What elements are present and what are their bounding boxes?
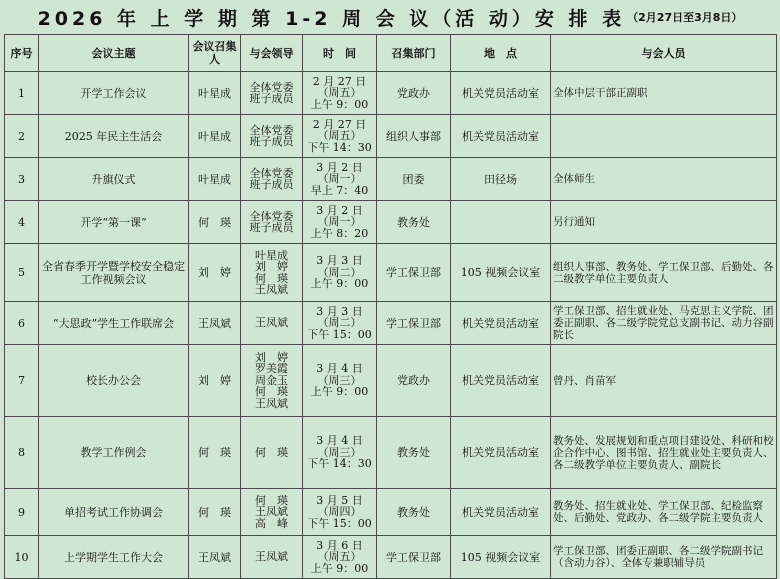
cell-convener: 叶星成 bbox=[189, 72, 241, 115]
cell-dept: 团委 bbox=[377, 158, 451, 201]
cell-leaders-line: 全体党委 bbox=[249, 209, 294, 223]
cell-time-line: 上午 9：00 bbox=[310, 561, 369, 575]
cell-leaders bbox=[241, 536, 303, 579]
cell-leaders-line: 何 瑛 bbox=[255, 445, 288, 459]
table-row bbox=[5, 417, 777, 489]
cell-time bbox=[303, 72, 377, 115]
table-row bbox=[5, 158, 777, 201]
cell-no: 4 bbox=[5, 201, 39, 244]
cell-no: 9 bbox=[5, 489, 39, 536]
cell-leaders bbox=[241, 244, 303, 302]
cell-leaders-line: 班子成员 bbox=[249, 135, 294, 148]
cell-leaders-line: 王凤斌 bbox=[255, 283, 288, 296]
cell-place: 机关党员活动室 bbox=[451, 417, 551, 489]
page-subtitle: （2月27日至3月8日） bbox=[627, 11, 743, 24]
cell-place bbox=[451, 201, 551, 244]
cell-time-line: （周五） bbox=[317, 129, 362, 143]
cell-convener: 叶星成 bbox=[189, 115, 241, 158]
cell-topic: 单招考试工作协调会 bbox=[39, 489, 189, 536]
cell-convener: 刘 婷 bbox=[189, 244, 241, 302]
cell-time bbox=[303, 302, 377, 345]
cell-dept: 学工保卫部 bbox=[377, 302, 451, 345]
cell-time bbox=[303, 417, 377, 489]
page-title: 2026 年 上 学 期 第 1-2 周 会 议（活 动）安 排 表 bbox=[37, 7, 626, 30]
cell-convener: 刘 婷 bbox=[189, 345, 241, 417]
col-header-no: 序号 bbox=[5, 35, 39, 72]
cell-leaders-line: 全体党委 bbox=[249, 166, 294, 180]
cell-leaders-line: 王凤斌 bbox=[255, 505, 288, 519]
cell-leaders bbox=[241, 158, 303, 201]
cell-time-line: 3 月 2 日 bbox=[316, 160, 363, 174]
cell-convener: 何 瑛 bbox=[189, 489, 241, 536]
table-row bbox=[5, 244, 777, 302]
cell-topic: 开学“第一课” bbox=[39, 201, 189, 244]
cell-place: 105 视频会议室 bbox=[451, 244, 551, 302]
cell-attendees: 学工保卫部、招生就业处、马克思主义学院、团委正副职、各二级学院党总支副书记、动力谷副院长 bbox=[551, 302, 777, 345]
cell-dept: 学工保卫部 bbox=[377, 536, 451, 579]
cell-no: 5 bbox=[5, 244, 39, 302]
cell-time-line: 下午 15：00 bbox=[307, 327, 372, 341]
cell-topic: 全省春季开学暨学校安全稳定工作视频会议 bbox=[39, 244, 189, 302]
cell-place: 田径场 bbox=[451, 158, 551, 201]
cell-no: 1 bbox=[5, 72, 39, 115]
cell-time bbox=[303, 201, 377, 244]
cell-attendees bbox=[551, 115, 777, 158]
cell-dept: 学工保卫部 bbox=[377, 244, 451, 302]
cell-place: 105 视频会议室 bbox=[451, 536, 551, 579]
cell-time-line: 上午 9：00 bbox=[310, 385, 369, 399]
table-row bbox=[5, 345, 777, 417]
cell-place: 机关党员活动室 bbox=[451, 345, 551, 417]
cell-time-line: 上午 9：00 bbox=[310, 97, 369, 111]
cell-dept: 党政办 bbox=[377, 72, 451, 115]
cell-time-line: 3 月 2 日 bbox=[316, 203, 363, 217]
cell-attendees: 组织人事部、教务处、学工保卫部、后勤处、各二级教学单位主要负责人 bbox=[551, 244, 777, 302]
cell-leaders-line: 周金玉 bbox=[255, 373, 288, 387]
table-row bbox=[5, 115, 777, 158]
cell-leaders-line: 班子成员 bbox=[249, 92, 294, 105]
cell-leaders-line: 全体党委 bbox=[249, 123, 294, 137]
cell-time-line: 上午 9：00 bbox=[310, 277, 369, 291]
table-row bbox=[5, 72, 777, 115]
cell-leaders bbox=[241, 489, 303, 536]
header-row bbox=[5, 35, 777, 72]
cell-topic: 2025 年民主生活会 bbox=[39, 115, 189, 158]
cell-leaders-line: 高 峰 bbox=[255, 516, 288, 530]
cell-time bbox=[303, 489, 377, 536]
cell-leaders-line: 王凤斌 bbox=[255, 316, 288, 330]
cell-time-line: （周一） bbox=[317, 215, 362, 229]
table-row bbox=[5, 536, 777, 579]
cell-time bbox=[303, 345, 377, 417]
cell-topic: 校长办公会 bbox=[39, 345, 189, 417]
cell-time-line: 2 月 27 日 bbox=[312, 74, 367, 88]
cell-topic: 教学工作例会 bbox=[39, 417, 189, 489]
cell-attendees: 学工保卫部、团委正副职、各二级学院副书记（含动力谷）、全体专兼职辅导员 bbox=[551, 536, 777, 579]
cell-time-line: 3 月 3 日 bbox=[316, 304, 363, 318]
cell-time-line: 下午 14：30 bbox=[307, 457, 372, 471]
cell-leaders-line: 何 瑛 bbox=[255, 493, 288, 507]
cell-leaders bbox=[241, 345, 303, 417]
col-header-attendees: 与会人员 bbox=[551, 35, 777, 72]
col-header-convener: 会议召集人 bbox=[189, 35, 241, 72]
col-header-leaders: 与会领导 bbox=[241, 35, 303, 72]
cell-time-line: 3 月 3 日 bbox=[316, 254, 363, 268]
schedule-table bbox=[4, 34, 777, 579]
cell-time-line: （周一） bbox=[317, 172, 362, 186]
cell-leaders-line: 罗美霞 bbox=[255, 362, 288, 376]
cell-attendees: 另行通知 bbox=[551, 201, 777, 244]
cell-no: 2 bbox=[5, 115, 39, 158]
table-row bbox=[5, 489, 777, 536]
cell-place: 机关党员活动室 bbox=[451, 302, 551, 345]
cell-no: 7 bbox=[5, 345, 39, 417]
cell-attendees: 全体师生 bbox=[551, 158, 777, 201]
cell-leaders bbox=[241, 72, 303, 115]
cell-leaders bbox=[241, 417, 303, 489]
cell-dept: 教务处 bbox=[377, 417, 451, 489]
cell-place: 机关党员活动室 bbox=[451, 489, 551, 536]
cell-leaders-line: 叶星成 bbox=[255, 248, 288, 262]
cell-topic: 开学工作会议 bbox=[39, 72, 189, 115]
cell-attendees: 全体中层干部正副职 bbox=[551, 72, 777, 115]
table-row bbox=[5, 302, 777, 345]
cell-time-line: （周五） bbox=[317, 86, 362, 100]
cell-leaders-line: 班子成员 bbox=[249, 178, 294, 191]
cell-time bbox=[303, 536, 377, 579]
cell-attendees: 曾丹、肖苗军 bbox=[551, 345, 777, 417]
cell-no: 8 bbox=[5, 417, 39, 489]
title-row bbox=[0, 0, 780, 34]
cell-time-line: （周三） bbox=[317, 373, 362, 387]
cell-leaders-line: 何 瑛 bbox=[255, 271, 288, 285]
cell-place: 机关党员活动室 bbox=[451, 72, 551, 115]
cell-topic: 上学期学生工作大会 bbox=[39, 536, 189, 579]
cell-time-line: 3 月 4 日 bbox=[316, 434, 363, 448]
cell-time-line: （周四） bbox=[317, 505, 362, 519]
cell-leaders bbox=[241, 302, 303, 345]
cell-no: 3 bbox=[5, 158, 39, 201]
cell-attendees: 教务处、发展规划和重点项目建设处、科研和校企合作中心、图书馆、招生就业处主要负责人、各二级教学单位主要负责人、副院长 bbox=[551, 417, 777, 489]
cell-convener: 王凤斌 bbox=[189, 302, 241, 345]
cell-time-line: 下午 14：30 bbox=[307, 140, 372, 154]
cell-time-line: （周三） bbox=[317, 445, 362, 459]
cell-leaders bbox=[241, 115, 303, 158]
cell-time bbox=[303, 115, 377, 158]
cell-dept: 教务处 bbox=[377, 489, 451, 536]
cell-leaders-line: 刘 婷 bbox=[255, 350, 288, 364]
cell-dept: 党政办 bbox=[377, 345, 451, 417]
cell-time bbox=[303, 158, 377, 201]
cell-leaders bbox=[241, 201, 303, 244]
cell-leaders-line: 王凤斌 bbox=[255, 550, 288, 564]
cell-dept: 教务处 bbox=[377, 201, 451, 244]
col-header-time: 时 间 bbox=[303, 35, 377, 72]
col-header-place: 地 点 bbox=[451, 35, 551, 72]
cell-time-line: （周五） bbox=[317, 550, 362, 564]
cell-leaders-line: 全体党委 bbox=[249, 80, 294, 94]
cell-time-line: 3 月 4 日 bbox=[316, 362, 363, 376]
cell-time-line: 3 月 5 日 bbox=[316, 493, 363, 507]
cell-dept: 组织人事部 bbox=[377, 115, 451, 158]
cell-leaders-line: 刘 婷 bbox=[255, 260, 288, 273]
cell-convener: 王凤斌 bbox=[189, 536, 241, 579]
col-header-topic: 会议主题 bbox=[39, 35, 189, 72]
cell-convener: 何 瑛 bbox=[189, 417, 241, 489]
cell-leaders-line: 王凤斌 bbox=[255, 396, 288, 410]
cell-time-line: 上午 8：20 bbox=[310, 226, 369, 240]
cell-time-line: （周二） bbox=[317, 265, 362, 279]
cell-time-line: 早上 7：40 bbox=[310, 183, 369, 197]
cell-no: 10 bbox=[5, 536, 39, 579]
cell-no: 6 bbox=[5, 302, 39, 345]
cell-time-line: 2 月 27 日 bbox=[312, 117, 367, 131]
table-row bbox=[5, 201, 777, 244]
cell-topic: 升旗仪式 bbox=[39, 158, 189, 201]
cell-leaders-line: 何 瑛 bbox=[255, 385, 288, 399]
cell-convener: 叶星成 bbox=[189, 158, 241, 201]
cell-convener: 何 瑛 bbox=[189, 201, 241, 244]
cell-leaders-line: 班子成员 bbox=[249, 221, 294, 234]
cell-time bbox=[303, 244, 377, 302]
cell-time-line: 3 月 6 日 bbox=[316, 538, 363, 552]
cell-attendees: 教务处、招生就业处、学工保卫部、纪检监察处、后勤处、党政办、各二级学院主要负责人 bbox=[551, 489, 777, 536]
cell-topic: “大思政”学生工作联席会 bbox=[39, 302, 189, 345]
cell-place: 机关党员活动室 bbox=[451, 115, 551, 158]
col-header-dept: 召集部门 bbox=[377, 35, 451, 72]
cell-time-line: 下午 15：00 bbox=[307, 516, 372, 530]
cell-time-line: （周二） bbox=[317, 316, 362, 330]
